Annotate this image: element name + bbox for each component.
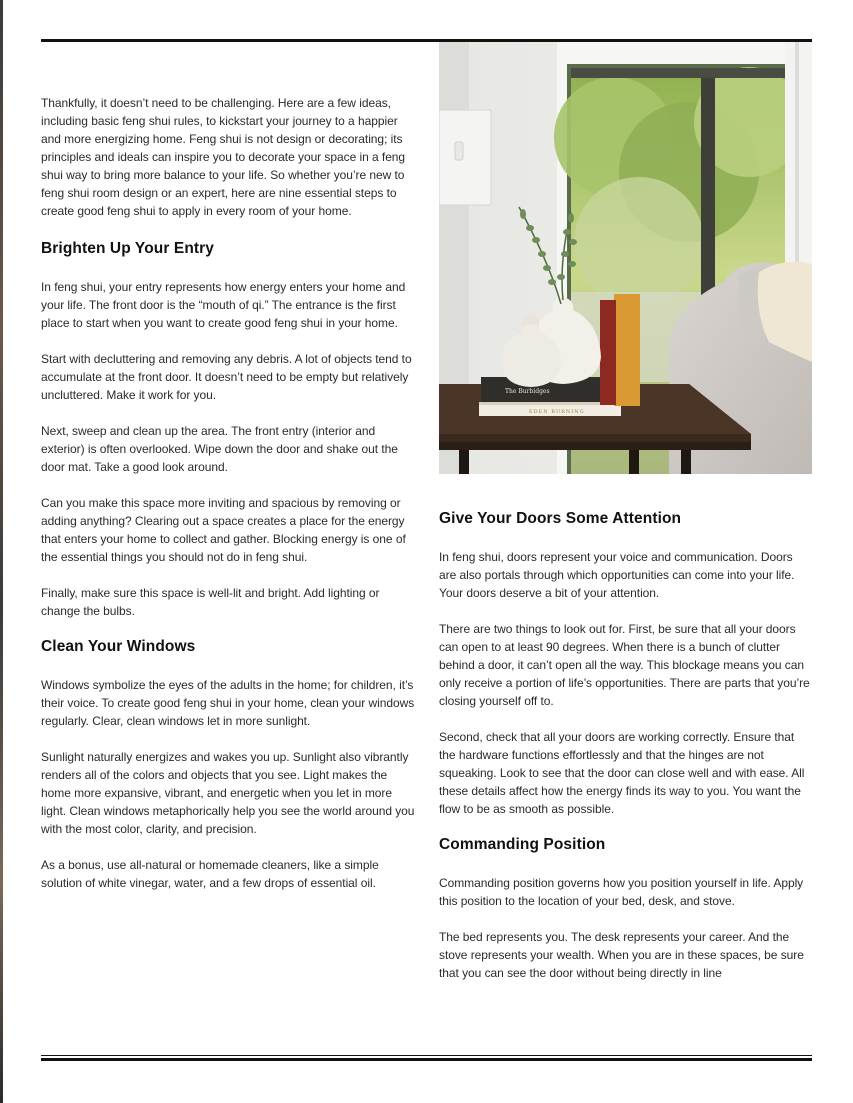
page-edge-shadow xyxy=(0,0,3,1103)
paragraph: The bed represents you. The desk represents your career. And the stove represents your wealth. When you are in these spaces, be sure that you can see the door without being directly in line xyxy=(439,930,804,980)
book-title-eden: EDEN BURNING xyxy=(529,409,585,415)
left-column xyxy=(41,94,417,910)
paragraph: As a bonus, use all-natural or homemade cleaners, like a simple solution of white vinegar, water, and a few drops of essential oil. xyxy=(41,858,379,890)
bottom-rule-thin xyxy=(41,1055,812,1056)
intro-paragraph: Thankfully, it doesn’t need to be challenging. Here are a few ideas, including basic feng shui rules, to kickstart your journey to a happier and more energizing home. Feng shui is not design or decorating; its principles and ideals can inspire you to decorate your space in a feng shui way to bring more balance to your life. So whether you’re new to feng shui room design or an expert, here are nine essential steps to create good feng shui to apply in every room of your home. xyxy=(41,96,406,218)
heading-clean-windows: Clean Your Windows xyxy=(41,638,196,655)
photo-illustration xyxy=(439,42,812,474)
bottom-rule-thick xyxy=(41,1058,812,1061)
paragraph: Can you make this space more inviting and spacious by removing or adding anything? Clearing out a space creates a place for the energy that enters your home to collect and gather. Blocking energy is one of the essential things you should not do in feng shui. xyxy=(41,496,406,564)
heading-doors: Give Your Doors Some Attention xyxy=(439,510,682,527)
paragraph: Commanding position governs how you position yourself in life. Apply this position to the location of your bed, desk, and stove. xyxy=(439,876,804,908)
paragraph: Sunlight naturally energizes and wakes you up. Sunlight also vibrantly renders all of the colors and objects that you see. Light makes the home more expansive, vibrant, and energetic when you let in more light. Clean windows metaphorically help you see the world around you with the most color, clarity, and precision. xyxy=(41,750,415,836)
book-title-burbidges: The Burbidges xyxy=(505,388,550,395)
paragraph: There are two things to look out for. First, be sure that all your doors can open to at least 90 degrees. When there is a bunch of clutter behind a door, it can’t open all the way. This blockage means you can only receive a portion of life’s opportunities. There are parts that you’re closing yourself off to. xyxy=(439,622,810,708)
paragraph: Second, check that all your doors are working correctly. Ensure that the hardware functions effortlessly and that the hinges are not squeaking. Look to see that the door can close well and with ease. All these details affect how the energy finds its way to you. You want the flow to be as smooth as possible. xyxy=(439,730,805,816)
interior-photo xyxy=(439,42,812,474)
heading-commanding-position: Commanding Position xyxy=(439,836,606,853)
heading-brighten-entry: Brighten Up Your Entry xyxy=(41,240,214,257)
paragraph: Finally, make sure this space is well-lit and bright. Add lighting or change the bulbs. xyxy=(41,586,380,618)
right-column xyxy=(439,508,813,1000)
paragraph: Next, sweep and clean up the area. The front entry (interior and exterior) is often overlooked. Wipe down the door and shake out the door mat. Take a good look around. xyxy=(41,424,398,474)
paragraph: In feng shui, doors represent your voice and communication. Doors are also portals through which opportunities can come into your life. Your doors deserve a bit of your attention. xyxy=(439,550,795,600)
paragraph: In feng shui, your entry represents how energy enters your home and your life. The front door is the “mouth of qi.” The entrance is the first place to start when you want to create good feng shui in your home. xyxy=(41,280,406,330)
paragraph: Windows symbolize the eyes of the adults in the home; for children, it’s their voice. To create good feng shui in your home, clean your windows regularly. Clear, clean windows let in more sunlight. xyxy=(41,678,415,728)
paragraph: Start with decluttering and removing any debris. A lot of objects tend to accumulate at the front door. It doesn’t need to be empty but relatively uncluttered. Make it work for you. xyxy=(41,352,412,402)
